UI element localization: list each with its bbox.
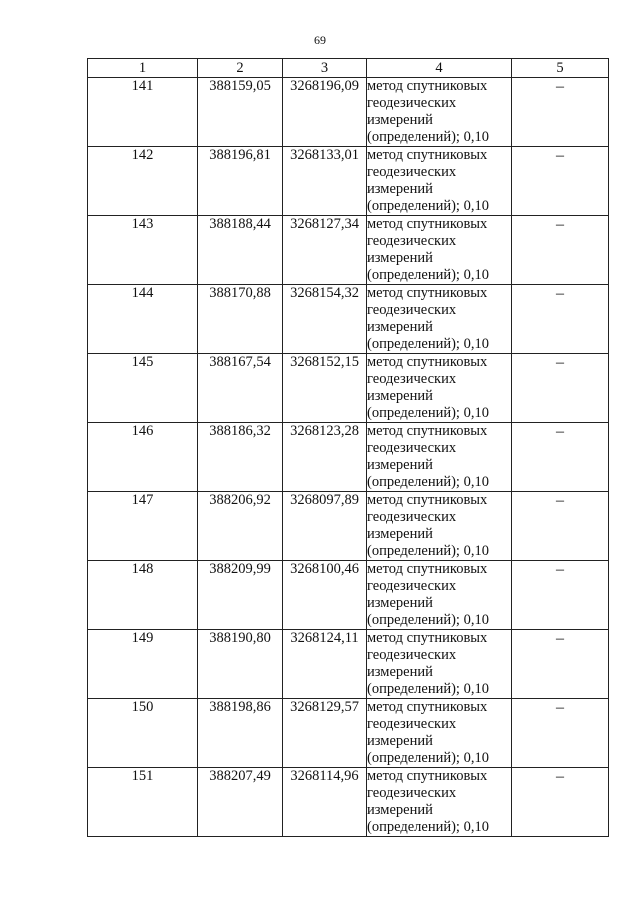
y-coordinate-cell: 3268152,15	[283, 354, 367, 423]
y-coordinate-cell: 3268133,01	[283, 147, 367, 216]
y-coordinate-cell: 3268154,32	[283, 285, 367, 354]
x-coordinate-cell: 388209,99	[198, 561, 283, 630]
method-line: метод спутниковых	[367, 699, 488, 715]
method-line: измерений	[367, 181, 433, 197]
note-cell: –	[512, 699, 609, 768]
point-number-cell: 145	[88, 354, 198, 423]
x-coordinate-cell: 388190,80	[198, 630, 283, 699]
note-cell: –	[512, 768, 609, 837]
method-line: метод спутниковых	[367, 492, 488, 508]
point-number-cell: 151	[88, 768, 198, 837]
x-coordinate-cell: 388206,92	[198, 492, 283, 561]
point-number-cell: 150	[88, 699, 198, 768]
method-line: измерений	[367, 802, 433, 818]
method-cell	[367, 630, 512, 699]
method-line: (определений); 0,10	[367, 612, 489, 628]
table-row	[88, 147, 609, 216]
point-number-cell: 146	[88, 423, 198, 492]
method-line: геодезических	[367, 440, 457, 456]
y-coordinate-cell: 3268097,89	[283, 492, 367, 561]
method-line: метод спутниковых	[367, 561, 488, 577]
method-line: геодезических	[367, 233, 457, 249]
table-row	[88, 354, 609, 423]
method-line: геодезических	[367, 302, 457, 318]
method-line: измерений	[367, 112, 433, 128]
x-coordinate-cell: 388207,49	[198, 768, 283, 837]
method-line: измерений	[367, 388, 433, 404]
method-line: (определений); 0,10	[367, 405, 489, 421]
method-cell	[367, 423, 512, 492]
header-col-4: 4	[367, 59, 512, 78]
header-col-1: 1	[88, 59, 198, 78]
method-line: измерений	[367, 664, 433, 680]
coordinates-table	[87, 58, 609, 837]
table-row	[88, 423, 609, 492]
method-cell	[367, 561, 512, 630]
method-cell	[367, 699, 512, 768]
y-coordinate-cell: 3268114,96	[283, 768, 367, 837]
method-line: геодезических	[367, 371, 457, 387]
note-cell: –	[512, 354, 609, 423]
method-cell	[367, 354, 512, 423]
x-coordinate-cell: 388167,54	[198, 354, 283, 423]
note-cell: –	[512, 630, 609, 699]
method-line: геодезических	[367, 509, 457, 525]
point-number-cell: 143	[88, 216, 198, 285]
y-coordinate-cell: 3268196,09	[283, 78, 367, 147]
method-line: метод спутниковых	[367, 285, 488, 301]
method-line: (определений); 0,10	[367, 819, 489, 835]
table-header-row	[88, 59, 609, 78]
method-line: метод спутниковых	[367, 216, 488, 232]
method-line: (определений); 0,10	[367, 336, 489, 352]
method-cell	[367, 768, 512, 837]
y-coordinate-cell: 3268124,11	[283, 630, 367, 699]
table-row	[88, 492, 609, 561]
method-line: метод спутниковых	[367, 354, 488, 370]
note-cell: –	[512, 492, 609, 561]
method-line: метод спутниковых	[367, 423, 488, 439]
table-row	[88, 768, 609, 837]
method-line: измерений	[367, 595, 433, 611]
method-line: (определений); 0,10	[367, 681, 489, 697]
x-coordinate-cell: 388170,88	[198, 285, 283, 354]
method-line: измерений	[367, 250, 433, 266]
method-line: метод спутниковых	[367, 768, 488, 784]
method-line: измерений	[367, 457, 433, 473]
y-coordinate-cell: 3268129,57	[283, 699, 367, 768]
note-cell: –	[512, 78, 609, 147]
method-line: измерений	[367, 733, 433, 749]
method-line: (определений); 0,10	[367, 129, 489, 145]
method-cell	[367, 216, 512, 285]
method-line: измерений	[367, 526, 433, 542]
note-cell: –	[512, 423, 609, 492]
method-cell	[367, 285, 512, 354]
method-line: геодезических	[367, 716, 457, 732]
table-row	[88, 216, 609, 285]
method-line: (определений); 0,10	[367, 543, 489, 559]
method-line: (определений); 0,10	[367, 474, 489, 490]
point-number-cell: 142	[88, 147, 198, 216]
table-row	[88, 78, 609, 147]
note-cell: –	[512, 216, 609, 285]
method-cell	[367, 147, 512, 216]
header-col-3: 3	[283, 59, 367, 78]
note-cell: –	[512, 285, 609, 354]
table-row	[88, 699, 609, 768]
method-cell	[367, 78, 512, 147]
x-coordinate-cell: 388159,05	[198, 78, 283, 147]
x-coordinate-cell: 388188,44	[198, 216, 283, 285]
page-number: 69	[314, 33, 326, 47]
x-coordinate-cell: 388186,32	[198, 423, 283, 492]
method-line: (определений); 0,10	[367, 750, 489, 766]
note-cell: –	[512, 561, 609, 630]
y-coordinate-cell: 3268100,46	[283, 561, 367, 630]
point-number-cell: 148	[88, 561, 198, 630]
method-line: геодезических	[367, 95, 457, 111]
header-col-5: 5	[512, 59, 609, 78]
x-coordinate-cell: 388198,86	[198, 699, 283, 768]
method-line: метод спутниковых	[367, 147, 488, 163]
method-line: измерений	[367, 319, 433, 335]
header-col-2: 2	[198, 59, 283, 78]
point-number-cell: 144	[88, 285, 198, 354]
table-row	[88, 561, 609, 630]
x-coordinate-cell: 388196,81	[198, 147, 283, 216]
y-coordinate-cell: 3268123,28	[283, 423, 367, 492]
point-number-cell: 141	[88, 78, 198, 147]
y-coordinate-cell: 3268127,34	[283, 216, 367, 285]
method-cell	[367, 492, 512, 561]
table-row	[88, 630, 609, 699]
method-line: геодезических	[367, 785, 457, 801]
method-line: метод спутниковых	[367, 78, 488, 94]
point-number-cell: 149	[88, 630, 198, 699]
method-line: метод спутниковых	[367, 630, 488, 646]
point-number-cell: 147	[88, 492, 198, 561]
method-line: геодезических	[367, 164, 457, 180]
note-cell: –	[512, 147, 609, 216]
table-row	[88, 285, 609, 354]
method-line: (определений); 0,10	[367, 267, 489, 283]
method-line: геодезических	[367, 647, 457, 663]
method-line: геодезических	[367, 578, 457, 594]
method-line: (определений); 0,10	[367, 198, 489, 214]
